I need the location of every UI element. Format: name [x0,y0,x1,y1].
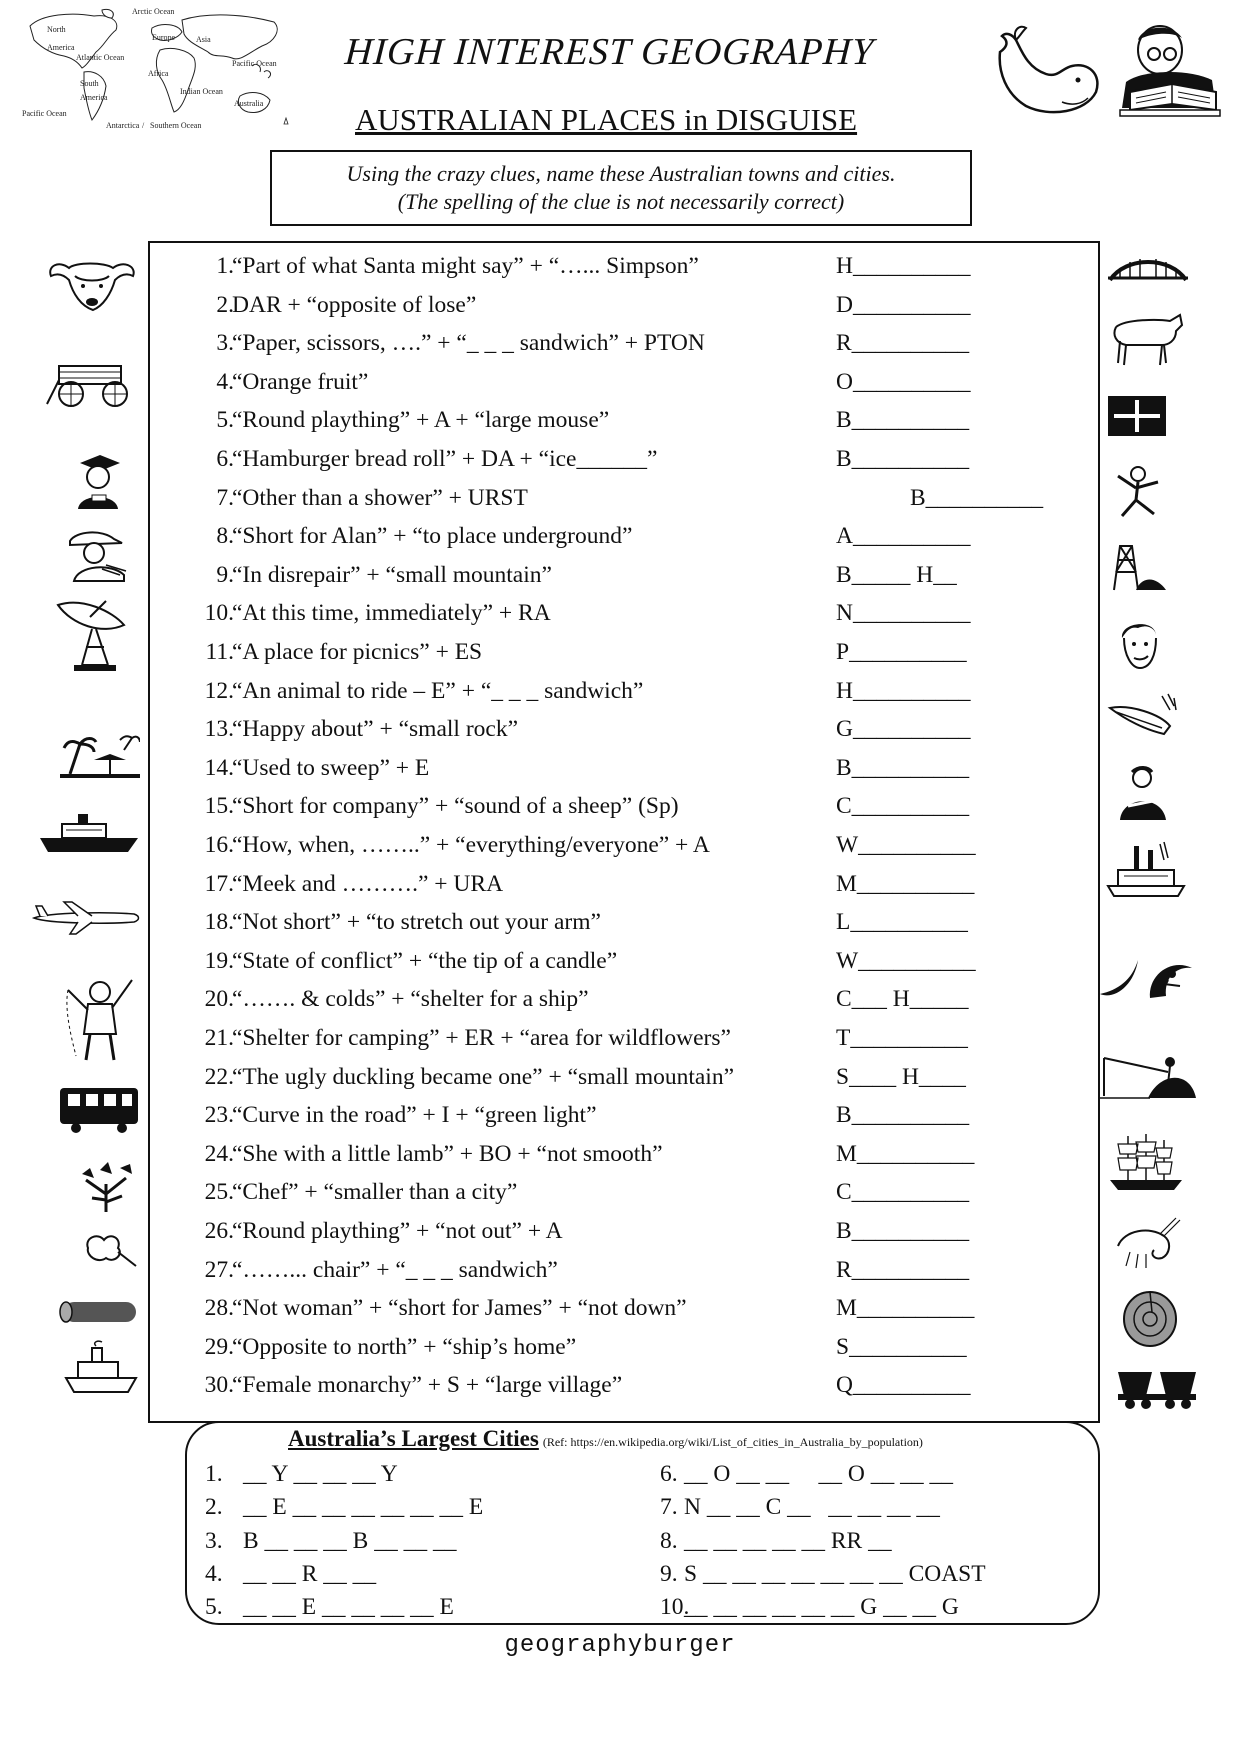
clue-row [150,519,1102,557]
svg-text:Arctic Ocean: Arctic Ocean [132,7,175,16]
answer-blank: C___ H_____ [836,986,969,1013]
svg-text:Southern Ocean: Southern Ocean [150,121,202,130]
clue-number: 2. [216,291,234,318]
clue-row [150,288,1102,326]
ferry-icon [62,1340,140,1396]
city-number: 5. [205,1594,223,1621]
city-number: 10. [660,1594,690,1621]
answer-blank: H__________ [836,253,971,279]
clue-text: “Not woman” + “short for James” + “not down” [232,1295,687,1322]
farmer-icon [1112,766,1174,822]
clue-number: 11. [205,639,234,665]
clue-number: 15. [204,793,234,820]
elvis-icon [1116,616,1162,672]
svg-text:North: North [47,25,66,34]
city-letters: __ E __ __ __ __ __ __ E [243,1494,484,1521]
clue-row [150,1021,1102,1059]
clue-text: “Happy about” + “small rock” [232,716,519,743]
answer-blank: M__________ [836,870,975,897]
clue-row [150,751,1102,789]
reading-man-icon [1112,22,1228,122]
clue-number: 4. [216,368,234,395]
instructions-line-1: Using the crazy clues, name these Australian towns and cities. [346,161,896,186]
city-number: 9. [660,1560,678,1587]
whale-icon [992,22,1104,122]
clue-row [150,1060,1102,1098]
palm-beach-icon [60,730,140,780]
answer-blank: H__________ [836,677,971,704]
clue-row [150,442,1102,480]
city-letters: S __ __ __ __ __ __ __ COAST [684,1560,986,1587]
clue-number: 7. [216,484,234,511]
svg-text:/: / [142,121,145,130]
answer-blank: M__________ [836,1140,975,1167]
city-letters: __ O __ __ __ O __ __ __ [684,1461,953,1487]
clue-row [150,596,1102,634]
clue-row [150,1098,1102,1136]
clue-number: 23. [204,1102,234,1129]
answer-blank: B__________ [910,484,1044,511]
clue-row [150,1291,1102,1329]
svg-text:Pacific Ocean: Pacific Ocean [232,59,277,68]
clue-row [150,1330,1102,1368]
city-clue-left [205,1560,377,1588]
fisherman-icon [1100,1050,1196,1100]
clue-text: “At this time, immediately” + RA [232,600,551,627]
city-number: 4. [205,1560,223,1587]
clue-number: 10. [204,600,234,627]
answer-blank: W__________ [836,947,976,974]
instructions-line-2: (The spelling of the clue is not necessarily correct) [397,189,845,214]
answer-blank: Q__________ [836,1372,971,1399]
clue-text: “……. & colds” + “shelter for a ship” [232,986,589,1013]
tram-icon [58,1082,140,1134]
clue-number: 20. [204,986,234,1013]
city-number: 8. [660,1527,678,1554]
answer-blank: C__________ [836,793,970,820]
dancer-icon [1110,462,1168,520]
clue-row [150,326,1102,364]
graduate-icon [72,453,124,511]
answer-blank: C__________ [836,1179,970,1206]
wildflower-icon [72,1160,142,1214]
clue-row [150,867,1102,905]
clue-number: 17. [204,870,234,897]
airplane-icon [30,900,142,936]
clue-number: 28. [204,1295,234,1322]
tall-ship-icon [1106,1132,1186,1196]
clue-row [150,635,1102,673]
answer-blank: B__________ [836,446,970,472]
clue-number: 6. [216,446,234,472]
city-number: 1. [205,1461,223,1487]
clue-text: “In disrepair” + “small mountain” [232,561,552,588]
clue-number: 5. [216,407,234,434]
clue-row [150,1175,1102,1213]
log-icon [56,1300,138,1324]
city-number: 7. [660,1494,678,1521]
ship-icon [38,812,140,858]
clue-number: 14. [204,754,234,781]
svg-text:Europe: Europe [152,33,176,42]
svg-text:Indian Ocean: Indian Ocean [180,87,223,96]
clue-text: “Round plaything” + “not out” + A [232,1218,563,1244]
instructions-box [270,150,972,226]
eureka-flag-icon [1108,396,1166,436]
clue-number: 30. [204,1372,234,1399]
largest-cities-title: Australia’s Largest Cities [288,1426,539,1451]
largest-cities-reference: (Ref: https://en.wikipedia.org/wiki/List_of_cities_in_Australia_by_population) [542,1435,923,1449]
largest-cities-heading [288,1426,923,1452]
clue-number: 22. [204,1063,234,1090]
clue-number: 19. [204,947,234,974]
bull-icon [1106,305,1186,367]
svg-text:Africa: Africa [148,69,169,78]
world-map [12,6,312,156]
clue-text: “Shelter for camping” + ER + “area for wildflowers” [232,1025,731,1051]
clue-text: “The ugly duckling became one” + “small mountain” [232,1063,735,1090]
clue-number: 18. [204,909,234,936]
clue-text: “Meek and ……….” + URA [232,870,504,897]
clue-row [150,1368,1102,1406]
clue-text: DAR + “opposite of lose” [232,291,477,318]
clue-text: “Hamburger bread roll” + DA + “ice______” [232,446,658,472]
clue-text: “……... chair” + “_ _ _ sandwich” [232,1256,558,1283]
svg-text:America: America [47,43,75,52]
bridge-icon [1106,254,1190,284]
city-letters: __ Y __ __ __ Y [243,1461,398,1487]
clue-text: “Paper, scissors, ….” + “_ _ _ sandwich” + PTON [232,330,705,357]
clue-text: “Orange fruit” [232,368,369,395]
answer-blank: R__________ [836,1256,970,1283]
answer-blank: P__________ [836,639,967,665]
answer-blank: S__________ [836,1333,967,1360]
clue-number: 12. [204,677,234,704]
clue-text: “Not short” + “to stretch out your arm” [232,909,601,936]
answer-blank: A__________ [836,523,971,550]
svg-text:Pacific Ocean: Pacific Ocean [22,109,67,118]
clue-number: 24. [204,1140,234,1167]
answer-blank: T__________ [836,1025,968,1051]
city-clue-left [205,1527,457,1555]
city-letters: __ __ __ __ __ __ G __ __ G [684,1594,959,1621]
clue-number: 21. [204,1025,234,1051]
clue-row [150,982,1102,1020]
paddle-steamer-icon [1104,840,1188,900]
clue-row [150,789,1102,827]
clue-row [150,1137,1102,1175]
answer-blank: B__________ [836,1218,970,1244]
clue-row [150,249,1102,287]
wagon-icon [45,360,137,410]
bushman-icon [62,525,132,583]
city-letters: N __ __ C __ __ __ __ __ [684,1494,940,1521]
clue-number: 3. [216,330,234,357]
clue-row [150,481,1102,519]
clue-number: 9. [216,561,234,588]
city-number: 6. [660,1461,678,1487]
clue-text: “Other than a shower” + URST [232,484,528,511]
svg-text:Atlantic Ocean: Atlantic Ocean [76,53,125,62]
answer-blank: L__________ [836,909,968,936]
answer-blank: M__________ [836,1295,975,1322]
city-clue-left [205,1594,454,1621]
clue-row [150,944,1102,982]
clue-text: “Opposite to north” + “ship’s home” [232,1333,577,1360]
fireman-icon [62,970,138,1062]
answer-blank: B__________ [836,1102,970,1129]
clue-text: “Used to sweep” + E [232,754,430,781]
buffalo-icon [45,258,140,314]
city-number: 3. [205,1527,223,1554]
city-clue-right [660,1461,953,1488]
svg-text:America: America [80,93,108,102]
clue-number: 29. [204,1333,234,1360]
clue-number: 25. [204,1179,234,1206]
answer-blank: O__________ [836,368,971,395]
city-number: 2. [205,1494,223,1521]
clue-text: “She with a little lamb” + BO + “not smooth” [232,1140,663,1167]
answer-blank: B_____ H__ [836,561,957,588]
page-subtitle: AUSTRALIAN PLACES in DISGUISE [355,102,858,137]
boat-icon [1106,690,1178,744]
clue-number: 16. [204,832,234,858]
clue-number: 27. [204,1256,234,1283]
footer-brand: geographyburger [504,1632,736,1659]
answer-blank: B__________ [836,407,970,434]
clue-number: 8. [216,523,234,550]
answer-blank: D__________ [836,291,971,318]
flower-icon [78,1228,138,1268]
city-clue-right [660,1527,892,1555]
clue-text: “Short for Alan” + “to place underground” [232,523,633,550]
city-clue-left [205,1461,398,1488]
clue-text: “Curve in the road” + I + “green light” [232,1102,597,1129]
answer-blank: W__________ [836,832,976,858]
city-clue-right [660,1594,959,1621]
clue-text: “A place for picnics” + ES [232,639,483,665]
clue-row [150,558,1102,596]
city-letters: __ __ E __ __ __ __ E [243,1594,454,1621]
mine-head-icon [1106,542,1168,592]
page-title: HIGH INTEREST GEOGRAPHY [343,31,876,73]
clue-number: 26. [204,1218,234,1244]
clue-row [150,905,1102,943]
satellite-dish-icon [52,595,134,675]
clue-text: “Round plaything” + A + “large mouse” [232,407,610,434]
svg-text:South: South [80,79,99,88]
clue-row [150,403,1102,441]
clue-text: “Short for company” + “sound of a sheep” (Sp) [232,793,679,820]
svg-text:Australia: Australia [234,99,264,108]
city-letters: __ __ R __ __ [243,1560,377,1587]
tree-ring-icon [1122,1290,1178,1348]
ore-cart-icon [1116,1368,1198,1412]
city-clue-left [205,1494,484,1521]
clue-number: 13. [204,716,234,743]
answer-blank: N__________ [836,600,971,627]
answer-blank: B__________ [836,754,970,781]
answer-blank: S____ H____ [836,1063,966,1090]
clue-text: “How, when, ……..” + “everything/everyone” + A [232,832,710,858]
clue-text: “State of conflict” + “the tip of a candle” [232,947,618,974]
city-letters: B __ __ __ B __ __ __ [243,1527,457,1554]
city-clue-right [660,1494,940,1521]
banana-surf-icon [1094,950,1194,1006]
clues-box [148,241,1100,1423]
city-clue-right [660,1560,986,1588]
clue-text: “Female monarchy” + S + “large village” [232,1372,623,1399]
clue-number: 1. [216,253,234,279]
clue-row [150,712,1102,750]
clue-text: “Chef” + “smaller than a city” [232,1179,518,1206]
clue-row [150,1253,1102,1291]
clue-text: “Part of what Santa might say” + “…... Simpson” [232,253,699,279]
clue-row [150,828,1102,866]
svg-text:Antarctica: Antarctica [106,121,140,130]
clue-row [150,674,1102,712]
answer-blank: G__________ [836,716,971,743]
answer-blank: R__________ [836,330,970,357]
prawn-icon [1110,1216,1182,1270]
clue-text: “An animal to ride – E” + “_ _ _ sandwich” [232,677,644,704]
clue-row [150,1214,1102,1252]
clue-row [150,365,1102,403]
svg-text:Asia: Asia [196,35,211,44]
city-letters: __ __ __ __ __ RR __ [684,1527,892,1554]
